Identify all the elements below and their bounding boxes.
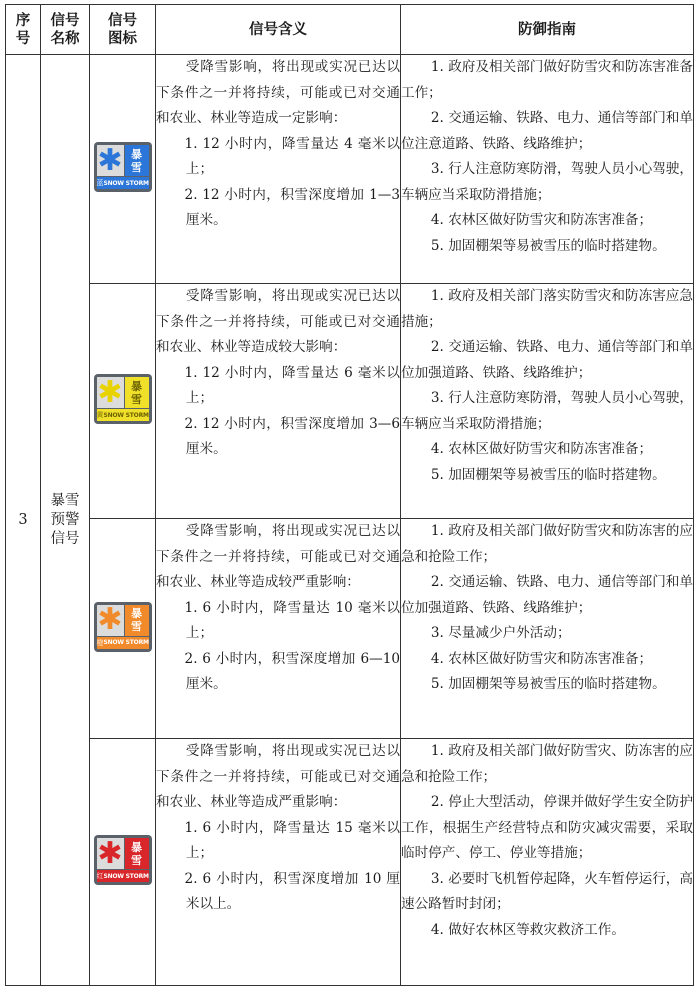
signal-meaning: 受降雪影响，将出现或实况已达以下条件之一并将持续，可能或已对交通和农业、林业等造成较大影响： 1. 12 小时内，降雪量达 6 毫米以上； 2. 12 小时内，积雪深度增加 3—6 厘米。 bbox=[156, 284, 401, 519]
warning-signal-table bbox=[5, 4, 694, 986]
icon-cell bbox=[90, 55, 156, 284]
header-signal-icon: 信号 图标 bbox=[90, 5, 156, 55]
signal-meaning: 受降雪影响，将出现或实况已达以下条件之一并将持续，可能或已对交通和农业、林业等造成一定影响： 1. 12 小时内，降雪量达 4 毫米以上； 2. 12 小时内，积雪深度增加 1—3 厘米。 bbox=[156, 55, 401, 284]
defense-guide: 1. 政府及相关部门做好防雪灾、防冻害的应急和抢险工作； 2. 停止大型活动，停课并做好学生安全防护工作，根据生产经营特点和防灾减灾需要，采取临时停产、停工、停业等措施； 3. 必要时飞机暂停起降，火车暂停运行，高速公路暂时封闭； 4. 做好农林区等救灾救济工作。 bbox=[401, 739, 694, 986]
signal-meaning: 受降雪影响，将出现或实况已达以下条件之一并将持续，可能或已对交通和农业、林业等造成严重影响： 1. 6 小时内，降雪量达 15 毫米以上； 2. 6 小时内，积雪深度增加 10 厘米以上。 bbox=[156, 739, 401, 986]
defense-guide: 1. 政府及相关部门做好防雪灾和防冻害准备工作； 2. 交通运输、铁路、电力、通信等部门和单位注意道路、铁路、线路维护； 3. 行人注意防寒防滑，驾驶人员小心驾驶，车辆应当采取防滑措施； 4. 农林区做好防雪灾和防冻害准备； 5. 加固棚架等易被雪压的临时搭建物。 bbox=[401, 55, 694, 284]
snowflake-icon: ✱ bbox=[97, 835, 123, 871]
table-row bbox=[6, 55, 694, 284]
signal-name: 暴雪 预警 信号 bbox=[41, 55, 90, 986]
blue-snowstorm-signal-icon: ✱ 暴 雪 蓝 SNOW STORM bbox=[94, 142, 152, 192]
snowflake-icon: ✱ bbox=[97, 142, 123, 178]
icon-cell bbox=[90, 284, 156, 519]
yellow-snowstorm-signal-icon: ✱ 暴 雪 黄 SNOW STORM bbox=[94, 374, 152, 424]
table-row bbox=[6, 284, 694, 519]
defense-guide: 1. 政府及相关部门落实防雪灾和防冻害应急措施； 2. 交通运输、铁路、电力、通信等部门和单位加强道路、铁路、线路维护； 3. 行人注意防寒防滑，驾驶人员小心驾驶，车辆应当采取防滑措施； 4. 农林区做好防雪灾和防冻害准备； 5. 加固棚架等易被雪压的临时搭建物。 bbox=[401, 284, 694, 519]
seq-number: 3 bbox=[6, 55, 41, 986]
snowflake-icon: ✱ bbox=[97, 602, 123, 637]
header-defense-guide: 防御指南 bbox=[401, 5, 694, 55]
defense-guide: 1. 政府及相关部门做好防雪灾和防冻害的应急和抢险工作； 2. 交通运输、铁路、电力、通信等部门和单位加强道路、铁路、线路维护； 3. 尽量减少户外活动； 4. 农林区做好防雪灾和防冻害准备； 5. 加固棚架等易被雪压的临时搭建物。 bbox=[401, 519, 694, 739]
table-header-row bbox=[6, 5, 694, 55]
table-row bbox=[6, 739, 694, 986]
header-signal-meaning: 信号含义 bbox=[156, 5, 401, 55]
table-row bbox=[6, 519, 694, 739]
header-signal-name: 信号 名称 bbox=[41, 5, 90, 55]
orange-snowstorm-signal-icon: ✱ 暴 雪 橙 SNOW STORM bbox=[94, 602, 152, 652]
red-snowstorm-signal-icon: ✱ 暴 雪 红 SNOW STORM bbox=[94, 835, 152, 885]
signal-meaning: 受降雪影响，将出现或实况已达以下条件之一并将持续，可能或已对交通和农业、林业等造成较严重影响： 1. 6 小时内，降雪量达 10 毫米以上； 2. 6 小时内，积雪深度增加 6—10 厘米。 bbox=[156, 519, 401, 739]
header-seq: 序 号 bbox=[6, 5, 41, 55]
icon-cell bbox=[90, 519, 156, 739]
snowflake-icon: ✱ bbox=[97, 374, 123, 410]
icon-cell bbox=[90, 739, 156, 986]
